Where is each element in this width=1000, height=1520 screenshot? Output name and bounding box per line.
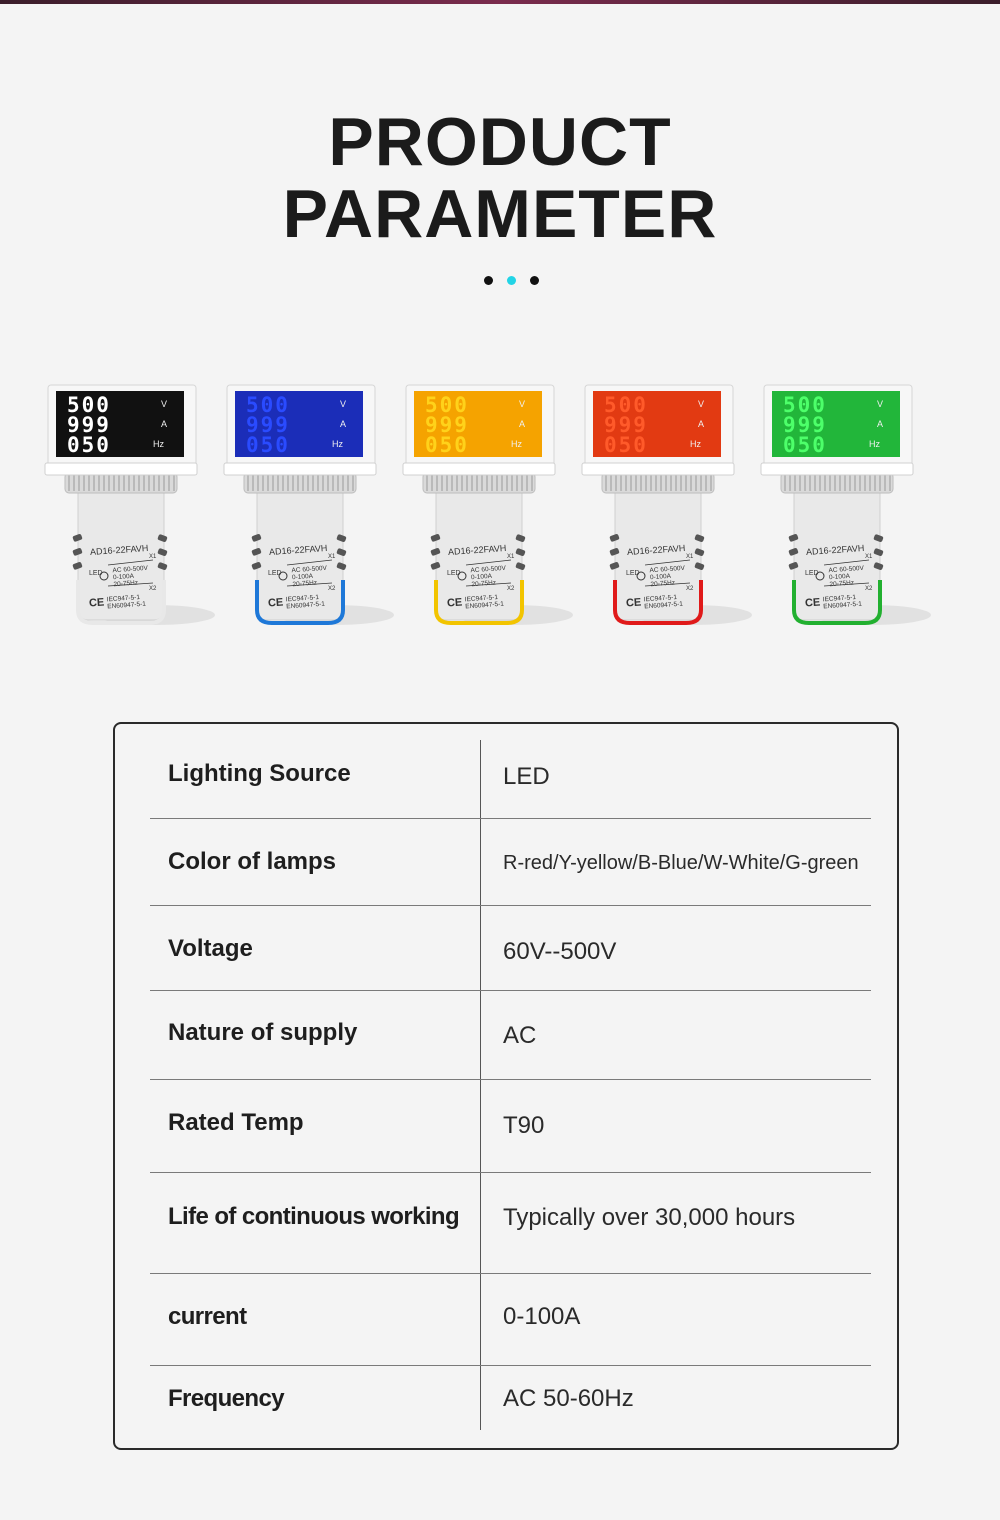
certification-label [644,594,684,611]
display-unit: A [877,419,884,429]
display-unit: A [519,419,526,429]
row-divider [150,1172,871,1173]
display-unit: V [519,399,526,409]
spec-line: 20-75Hz [650,579,676,589]
certification-line: EN60947-5-1 [286,600,326,611]
spec-line: 20-75Hz [829,579,855,589]
display-unit: Hz [869,439,880,449]
display-unit: V [698,399,705,409]
param-value-voltage: 60V--500V [503,938,617,965]
spec-line: 20-75Hz [113,579,139,589]
spec-line: AC 60-500V [112,564,149,575]
model-number-label: AD16-22FAVH [626,542,686,558]
param-value-rated-temp: T90 [503,1112,545,1139]
display-unit: Hz [690,439,701,449]
display-reading: 050 [604,433,648,457]
bezel-flange [45,463,197,475]
table-column-divider [480,740,481,1430]
ce-mark: CE [88,596,105,610]
spec-line: 0-100A [291,572,314,582]
row-divider [150,1365,871,1366]
certification-line: EN60947-5-1 [823,600,863,611]
certification-label [286,594,326,611]
display-unit: V [340,399,347,409]
product-red-indicator [582,385,742,635]
row-divider [150,905,871,906]
product-green-indicator [761,385,921,635]
display-reading: 500 [67,393,111,417]
terminal-x1-label: X1 [507,554,515,560]
certification-line: IEC947-5-1 [643,594,678,604]
display-reading: 500 [246,393,290,417]
decorative-dots [484,276,539,285]
display-unit: A [698,419,705,429]
ce-mark: CE [625,596,642,610]
param-label-current: current [168,1303,247,1330]
page-title-line1: PRODUCT [328,104,672,180]
param-label-voltage: Voltage [168,935,253,962]
certification-line: EN60947-5-1 [465,600,505,611]
param-label-color-of-lamps: Color of lamps [168,848,337,875]
certification-label [107,594,147,611]
param-value-lighting-source: LED [503,763,550,790]
display-reading: 500 [604,393,648,417]
param-value-nature-of-supply: AC [503,1022,537,1049]
certification-label [465,594,505,611]
threaded-collar [244,473,356,493]
terminal-x2-label: X2 [865,586,873,592]
dot-icon [484,276,493,285]
spec-lines-label [828,565,865,588]
spec-line: AC 60-500V [649,564,686,575]
spec-line: 0-100A [649,572,672,582]
threaded-collar [423,473,535,493]
terminal-x2-label: X2 [149,586,157,592]
certification-line: IEC947-5-1 [464,594,499,604]
display-unit: V [877,399,884,409]
spec-lines-label [112,565,149,588]
certification-line: IEC947-5-1 [106,594,141,604]
display-unit: A [161,419,168,429]
top-accent-strip [0,0,1000,4]
bezel-flange [761,463,913,475]
terminal-x1-label: X1 [686,554,694,560]
led-label: LED [447,570,461,577]
param-value-life-of-continuous-working: Typically over 30,000 hours [503,1204,796,1231]
display-reading: 999 [783,413,827,437]
model-number-label: AD16-22FAVH [447,542,507,558]
terminal-x2-label: X2 [328,586,336,592]
spec-lines-label [291,565,328,588]
product-blue-indicator [224,385,384,635]
terminal-x1-label: X1 [865,554,873,560]
spec-lines-label [649,565,686,588]
spec-line: 20-75Hz [471,579,497,589]
product-white-indicator [45,385,205,635]
terminal-x1-label: X1 [149,554,157,560]
bezel-flange [582,463,734,475]
ce-mark: CE [446,596,463,610]
display-unit: Hz [511,439,522,449]
spec-line: AC 60-500V [291,564,328,575]
led-label: LED [268,570,282,577]
product-gallery [45,385,965,635]
dot-accent-icon [507,276,516,285]
certification-line: EN60947-5-1 [107,600,147,611]
row-divider [150,1273,871,1274]
row-divider [150,818,871,819]
parameter-table [113,722,899,1450]
display-reading: 999 [246,413,290,437]
param-value-color-of-lamps: R-red/Y-yellow/B-Blue/W-White/G-green [503,852,859,874]
display-unit: V [161,399,168,409]
spec-line: 0-100A [470,572,493,582]
model-number-label: AD16-22FAVH [268,542,328,558]
spec-line: 0-100A [828,572,851,582]
display-reading: 999 [67,413,111,437]
param-label-lighting-source: Lighting Source [168,760,351,787]
spec-line: AC 60-500V [470,564,507,575]
product-yellow-indicator [403,385,563,635]
terminal-x2-label: X2 [507,586,515,592]
spec-line: 20-75Hz [292,579,318,589]
terminal-x1-label: X1 [328,554,336,560]
ce-mark: CE [267,596,284,610]
param-label-nature-of-supply: Nature of supply [168,1019,358,1046]
display-reading: 050 [425,433,469,457]
led-label: LED [805,570,819,577]
certification-line: IEC947-5-1 [822,594,857,604]
threaded-collar [781,473,893,493]
display-reading: 500 [783,393,827,417]
led-label: LED [89,570,103,577]
display-reading: 500 [425,393,469,417]
spec-line: 0-100A [112,572,135,582]
display-unit: A [340,419,347,429]
display-unit: Hz [332,439,343,449]
model-number-label: AD16-22FAVH [89,542,149,558]
model-number-label: AD16-22FAVH [805,542,865,558]
page-title-line2: PARAMETER [282,176,718,252]
display-reading: 999 [425,413,469,437]
display-reading: 050 [783,433,827,457]
param-label-frequency: Frequency [168,1385,284,1412]
certification-line: EN60947-5-1 [644,600,684,611]
display-reading: 050 [67,433,111,457]
spec-line: AC 60-500V [828,564,865,575]
certification-line: IEC947-5-1 [285,594,320,604]
terminal-x2-label: X2 [686,586,694,592]
led-label: LED [626,570,640,577]
param-value-current: 0-100A [503,1303,581,1330]
bezel-flange [224,463,376,475]
bezel-flange [403,463,555,475]
certification-label [823,594,863,611]
dot-icon [530,276,539,285]
display-reading: 050 [246,433,290,457]
display-reading: 999 [604,413,648,437]
param-label-rated-temp: Rated Temp [168,1109,304,1136]
row-divider [150,990,871,991]
param-label-life-of-continuous-working: Life of continuous working [168,1203,460,1230]
param-value-frequency: AC 50-60Hz [503,1385,634,1412]
display-unit: Hz [153,439,164,449]
threaded-collar [602,473,714,493]
spec-lines-label [470,565,507,588]
ce-mark: CE [804,596,821,610]
threaded-collar [65,473,177,493]
row-divider [150,1079,871,1080]
